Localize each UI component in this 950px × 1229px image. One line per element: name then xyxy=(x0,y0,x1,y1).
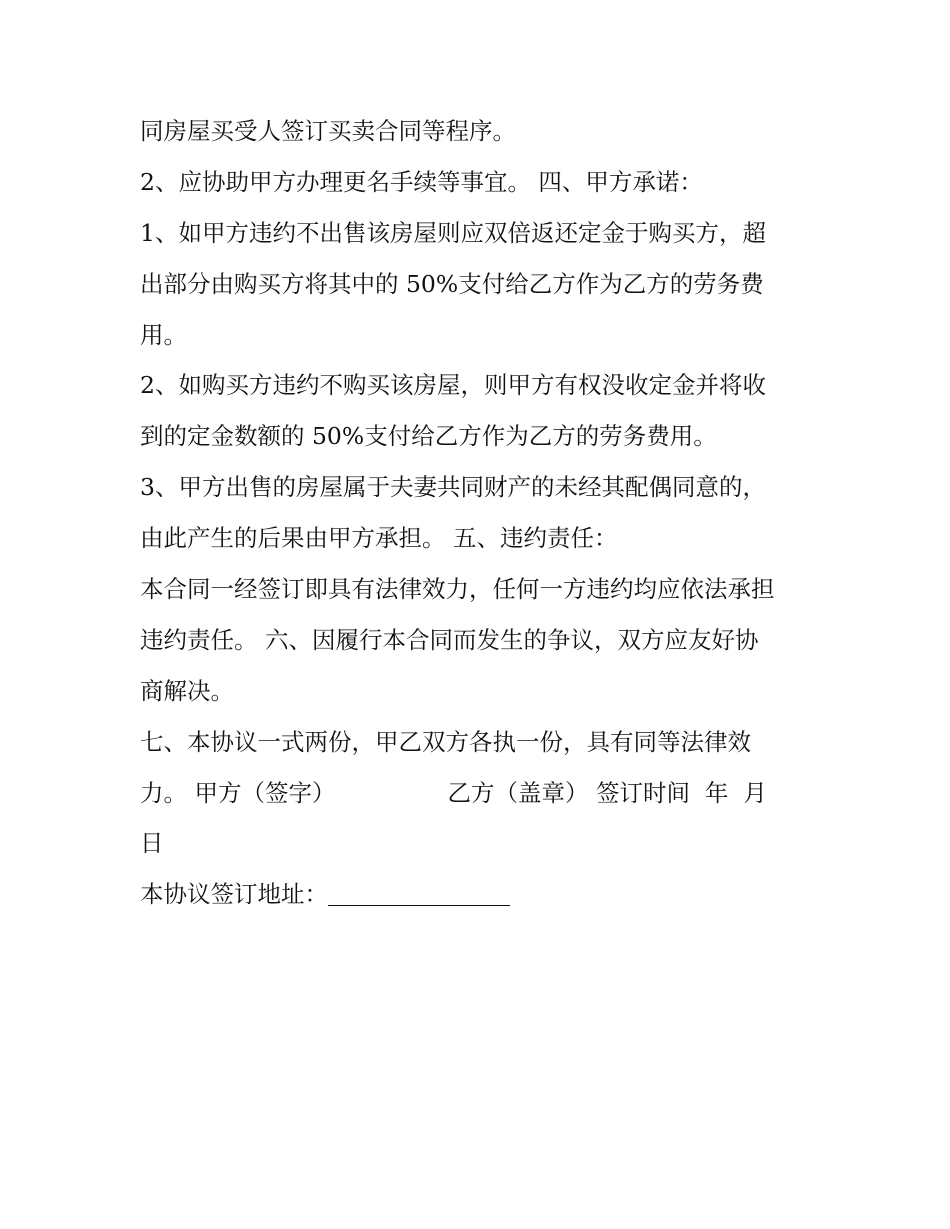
signature-line xyxy=(140,768,830,819)
paragraph-line: 2、应协助甲方办理更名手续等事宜。 四、甲方承诺： xyxy=(140,167,703,196)
party-a-signature-label: 力。 甲方（签字） xyxy=(140,778,336,807)
paragraph-line: 出部分由购买方将其中的 50%支付给乙方作为乙方的劳务费 xyxy=(140,269,764,298)
party-b-seal-and-date-label: 乙方（盖章） 签订时间 年 月 xyxy=(447,778,767,807)
paragraph-line: 本合同一经签订即具有法律效力，任何一方违约均应依法承担 xyxy=(140,575,775,604)
paragraph-line: 七、本协议一式两份，甲乙双方各执一份，具有同等法律效 xyxy=(140,727,751,756)
paragraph-line: 2、如购买方违约不购买该房屋，则甲方有权没收定金并将收 xyxy=(140,371,766,400)
paragraph-line: 1、如甲方违约不出售该房屋则应双倍返还定金于购买方，超 xyxy=(140,218,766,247)
paragraph-line: 用。 xyxy=(140,320,187,349)
contract-text xyxy=(140,106,830,920)
address-label: 本协议签订地址： xyxy=(140,880,328,909)
paragraph-line: 3、甲方出售的房屋属于夫妻共同财产的未经其配偶同意的， xyxy=(140,473,766,502)
paragraph-line: 同房屋买受人签订买卖合同等程序。 xyxy=(140,117,516,145)
address-line xyxy=(140,869,830,920)
paragraph-line: 由此产生的后果由甲方承担。 五、违约责任： xyxy=(140,524,618,553)
address-blank xyxy=(328,904,510,906)
day-line: 日 xyxy=(140,829,164,858)
paragraph-line: 到的定金数额的 50%支付给乙方作为乙方的劳务费用。 xyxy=(140,422,717,451)
paragraph-line: 商解决。 xyxy=(140,676,234,705)
paragraph-line: 违约责任。 六、因履行本合同而发生的争议，双方应友好协 xyxy=(140,625,759,654)
